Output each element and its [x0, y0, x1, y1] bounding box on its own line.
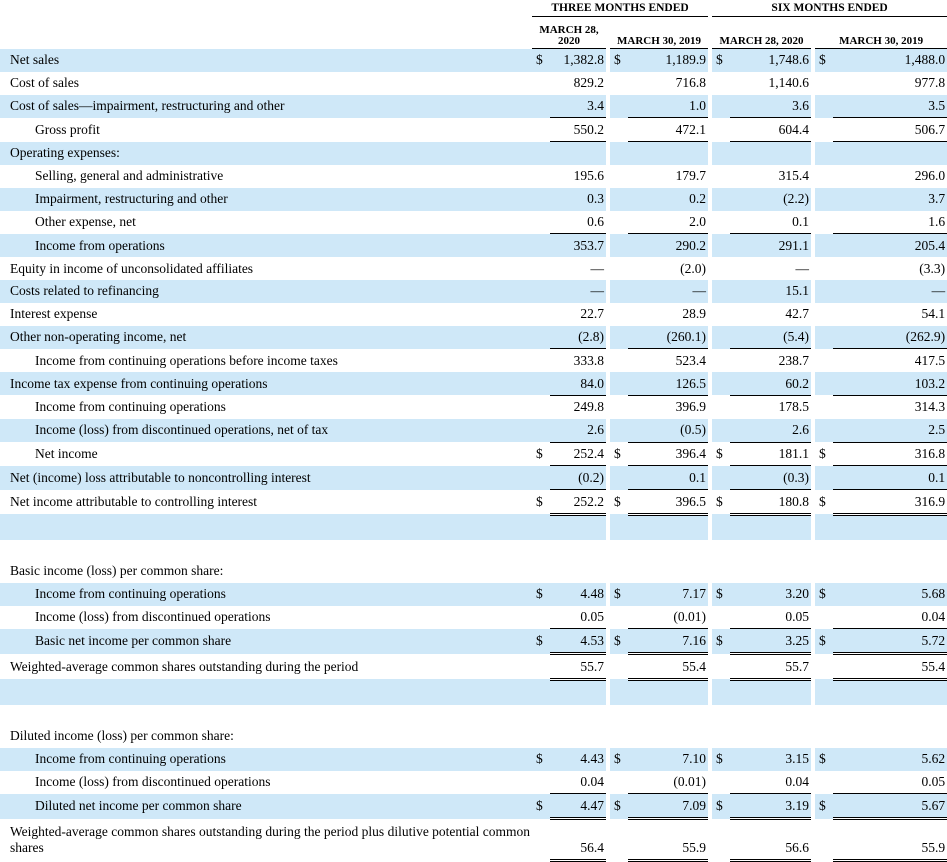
value-cell: 0.2	[628, 188, 708, 211]
value-cell: 84.0	[550, 372, 606, 395]
value-cell: 126.5	[628, 372, 708, 395]
value-cell: 195.6	[573, 168, 604, 184]
value-cell: 550.2	[550, 118, 606, 142]
header-column-row	[0, 17, 947, 49]
row-gross-profit	[0, 118, 947, 142]
value-cell: 55.4	[833, 654, 947, 680]
value-cell: 1.0	[628, 95, 708, 118]
value-cell: 2.6	[730, 419, 811, 442]
value-cell: (0.2)	[550, 466, 606, 490]
value-cell: 249.8	[573, 399, 604, 415]
value-cell: 0.1	[730, 211, 811, 234]
row-label: Basic net income per common share	[0, 629, 532, 654]
value-cell: (0.3)	[730, 466, 811, 490]
row-label: Net income attributable to controlling interest	[10, 494, 258, 510]
currency-sign: $	[610, 629, 628, 654]
row-basic-continuing	[0, 583, 947, 606]
group-six-months: SIX MONTHS ENDED	[712, 0, 947, 17]
row-label: Net (income) loss attributable to noncontrolling interest	[0, 466, 532, 490]
value-cell: 0.04	[730, 771, 811, 794]
value-cell: 7.10	[628, 748, 708, 771]
value-cell: 3.25	[730, 629, 811, 654]
header-group-row	[0, 0, 947, 17]
value-cell: 2.0	[628, 211, 708, 234]
value-cell: 1.6	[833, 211, 947, 234]
currency-sign: $	[532, 794, 550, 819]
row-label: Operating expenses:	[0, 142, 532, 165]
value-cell: 3.15	[730, 748, 811, 771]
row-net-income	[0, 442, 947, 466]
value-cell: 0.1	[628, 466, 708, 490]
currency-sign: $	[614, 494, 621, 510]
value-cell: 103.2	[833, 372, 947, 395]
value-cell: 4.47	[550, 794, 606, 819]
value-cell: 0.05	[833, 771, 947, 794]
value-cell: 0.3	[550, 188, 606, 211]
currency-sign: $	[532, 748, 550, 771]
value-cell: 353.7	[550, 234, 606, 257]
value-cell: 316.8	[833, 442, 947, 466]
value-cell: 417.5	[914, 352, 946, 368]
row-diluted-net	[0, 794, 947, 819]
row-label: Weighted-average common shares outstanding during the period	[10, 658, 359, 674]
value-cell: 1,189.9	[628, 49, 708, 72]
row-label: Cost of sales	[10, 75, 79, 91]
spacer-row	[0, 679, 947, 705]
row-operating-expenses-header	[0, 142, 947, 165]
value-cell: 5.62	[833, 748, 947, 771]
row-label: Diluted income (loss) per common share:	[10, 728, 234, 744]
value-cell: —	[550, 280, 606, 303]
row-other-expense	[0, 211, 947, 234]
currency-sign: $	[712, 629, 730, 654]
value-cell: 4.53	[550, 629, 606, 654]
value-cell: (262.9)	[833, 326, 947, 349]
value-cell: 252.4	[550, 442, 606, 466]
value-cell: —	[795, 260, 810, 276]
currency-sign: $	[532, 49, 550, 72]
value-cell: 55.9	[833, 819, 947, 861]
currency-sign: $	[716, 494, 723, 510]
row-label: Income from continuing operations	[35, 399, 226, 415]
value-cell: 55.7	[730, 654, 811, 680]
row-ni-controlling	[0, 490, 947, 515]
value-cell: 296.0	[914, 168, 946, 184]
row-label: Cost of sales—impairment, restructuring and other	[0, 95, 532, 118]
value-cell: 315.4	[778, 168, 810, 184]
row-diluted-discontinued	[0, 771, 947, 794]
value-cell: (260.1)	[628, 326, 708, 349]
value-cell: 55.9	[628, 819, 708, 861]
value-cell: 716.8	[675, 75, 707, 91]
spacer-row	[0, 540, 947, 560]
value-cell: —	[833, 280, 947, 303]
value-cell: 3.4	[550, 95, 606, 118]
value-cell: (2.2)	[730, 188, 811, 211]
row-refinancing	[0, 280, 947, 303]
value-cell: 5.68	[833, 583, 947, 606]
row-label: Income from continuing operations	[0, 583, 532, 606]
value-cell: 314.3	[914, 399, 946, 415]
value-cell: 205.4	[833, 234, 947, 257]
row-equity-income	[0, 257, 947, 280]
value-cell: 1,140.6	[768, 75, 810, 91]
row-label: Other non-operating income, net	[0, 326, 532, 349]
value-cell: 604.4	[730, 118, 811, 142]
value-cell: 333.8	[573, 352, 604, 368]
value-cell: 238.7	[778, 352, 810, 368]
value-cell: 3.6	[730, 95, 811, 118]
row-cos-impairment	[0, 95, 947, 118]
value-cell: (0.01)	[628, 771, 708, 794]
value-cell: 54.1	[921, 306, 946, 322]
value-cell: 472.1	[628, 118, 708, 142]
value-cell: 55.4	[628, 654, 708, 680]
currency-sign: $	[815, 629, 833, 654]
value-cell: 252.2	[550, 490, 606, 515]
row-net-sales	[0, 49, 947, 72]
row-tax-expense	[0, 372, 947, 395]
value-cell: 0.04	[833, 606, 947, 629]
column-header: MARCH 28, 2020	[532, 17, 606, 49]
currency-sign: $	[712, 583, 730, 606]
row-label: Weighted-average common shares outstanding during the period plus dilutive potential common shares	[10, 823, 531, 855]
currency-sign: $	[712, 794, 730, 819]
row-noncontrolling-interest	[0, 466, 947, 490]
row-impairment	[0, 188, 947, 211]
currency-sign: $	[716, 445, 723, 461]
row-label: Net sales	[0, 49, 532, 72]
row-sga	[0, 165, 947, 188]
currency-sign: $	[815, 794, 833, 819]
row-label: Income (loss) from discontinued operations	[35, 774, 271, 790]
row-income-from-operations	[0, 234, 947, 257]
value-cell: (2.0)	[680, 260, 707, 276]
row-basic-discontinued	[0, 606, 947, 629]
row-label: Equity in income of unconsolidated affiliates	[10, 260, 254, 276]
value-cell: 55.7	[550, 654, 606, 680]
row-basic-shares	[0, 654, 947, 680]
value-cell: 3.5	[833, 95, 947, 118]
value-cell: 3.7	[833, 188, 947, 211]
value-cell: 396.4	[628, 442, 708, 466]
row-label: Other expense, net	[35, 214, 136, 230]
row-label: Diluted net income per common share	[0, 794, 532, 819]
row-label: Income from operations	[0, 234, 532, 257]
value-cell: (2.8)	[550, 326, 606, 349]
value-cell: (5.4)	[730, 326, 811, 349]
value-cell: 180.8	[730, 490, 811, 515]
row-income-continuing	[0, 395, 947, 418]
value-cell: 178.5	[778, 399, 810, 415]
value-cell: 56.6	[730, 819, 811, 861]
row-other-nonop	[0, 326, 947, 349]
currency-sign: $	[815, 748, 833, 771]
value-cell: 56.4	[550, 819, 606, 861]
row-label: Income (loss) from discontinued operations, net of tax	[0, 419, 532, 442]
row-diluted-header	[0, 725, 947, 748]
row-diluted-shares	[0, 819, 947, 861]
value-cell: 523.4	[675, 352, 707, 368]
currency-sign: $	[610, 583, 628, 606]
row-income-discontinued	[0, 419, 947, 442]
value-cell: 181.1	[730, 442, 811, 466]
value-cell: 179.7	[675, 168, 707, 184]
value-cell: 28.9	[682, 306, 707, 322]
row-basic-net	[0, 629, 947, 654]
row-label: Costs related to refinancing	[0, 280, 532, 303]
value-cell: 1,748.6	[730, 49, 811, 72]
row-interest-expense	[0, 303, 947, 326]
currency-sign: $	[532, 629, 550, 654]
currency-sign: $	[819, 445, 826, 461]
value-cell: 60.2	[730, 372, 811, 395]
value-cell: 3.19	[730, 794, 811, 819]
value-cell: 22.7	[580, 306, 604, 322]
value-cell: 290.2	[628, 234, 708, 257]
value-cell: 42.7	[785, 306, 810, 322]
column-header: MARCH 30, 2019	[610, 17, 708, 49]
row-label: Basic income (loss) per common share:	[10, 563, 224, 579]
currency-sign: $	[815, 49, 833, 72]
row-cost-of-sales	[0, 72, 947, 95]
value-cell: 4.48	[550, 583, 606, 606]
currency-sign: $	[815, 583, 833, 606]
value-cell: 316.9	[833, 490, 947, 515]
value-cell: 396.5	[628, 490, 708, 515]
spacer-row	[0, 705, 947, 725]
spacer-row	[0, 514, 947, 540]
currency-sign: $	[536, 494, 543, 510]
value-cell: 1,382.8	[550, 49, 606, 72]
value-cell: 7.09	[628, 794, 708, 819]
value-cell: 15.1	[730, 280, 811, 303]
row-diluted-continuing	[0, 748, 947, 771]
row-label: Gross profit	[35, 121, 100, 137]
row-label: Impairment, restructuring and other	[0, 188, 532, 211]
value-cell: —	[628, 280, 708, 303]
value-cell: 2.6	[550, 419, 606, 442]
value-cell: 0.04	[550, 771, 606, 794]
row-label: Income from continuing operations before income taxes	[35, 352, 338, 368]
column-header: MARCH 28, 2020	[712, 17, 811, 49]
row-label: Selling, general and administrative	[35, 168, 224, 184]
row-label: Income from continuing operations	[0, 748, 532, 771]
value-cell: 396.9	[675, 399, 707, 415]
value-cell: (0.5)	[628, 419, 708, 442]
currency-sign: $	[614, 445, 621, 461]
row-income-before-tax	[0, 349, 947, 372]
currency-sign: $	[610, 49, 628, 72]
value-cell: 291.1	[730, 234, 811, 257]
value-cell: (3.3)	[919, 260, 946, 276]
value-cell: 5.67	[833, 794, 947, 819]
value-cell: (0.01)	[628, 606, 708, 629]
value-cell: 977.8	[914, 75, 946, 91]
value-cell: 7.17	[628, 583, 708, 606]
row-label: Net income	[35, 445, 98, 461]
value-cell: 1,488.0	[833, 49, 947, 72]
row-label: Interest expense	[10, 306, 98, 322]
value-cell: —	[590, 260, 604, 276]
column-header: MARCH 30, 2019	[815, 17, 947, 49]
value-cell: 0.1	[833, 466, 947, 490]
currency-sign: $	[610, 794, 628, 819]
value-cell: 0.6	[550, 211, 606, 234]
group-three-months: THREE MONTHS ENDED	[532, 0, 708, 17]
value-cell: 0.05	[550, 606, 606, 629]
value-cell: 5.72	[833, 629, 947, 654]
value-cell: 4.43	[550, 748, 606, 771]
value-cell: 0.05	[730, 606, 811, 629]
row-label: Income (loss) from discontinued operations	[35, 609, 271, 625]
currency-sign: $	[610, 748, 628, 771]
currency-sign: $	[712, 49, 730, 72]
value-cell: 506.7	[833, 118, 947, 142]
currency-sign: $	[712, 748, 730, 771]
value-cell: 2.5	[833, 419, 947, 442]
currency-sign: $	[819, 494, 826, 510]
value-cell: 7.16	[628, 629, 708, 654]
row-label: Income tax expense from continuing operations	[0, 372, 532, 395]
value-cell: 829.2	[573, 75, 604, 91]
currency-sign: $	[532, 583, 550, 606]
row-basic-header	[0, 560, 947, 583]
currency-sign: $	[536, 445, 543, 461]
value-cell: 3.20	[730, 583, 811, 606]
